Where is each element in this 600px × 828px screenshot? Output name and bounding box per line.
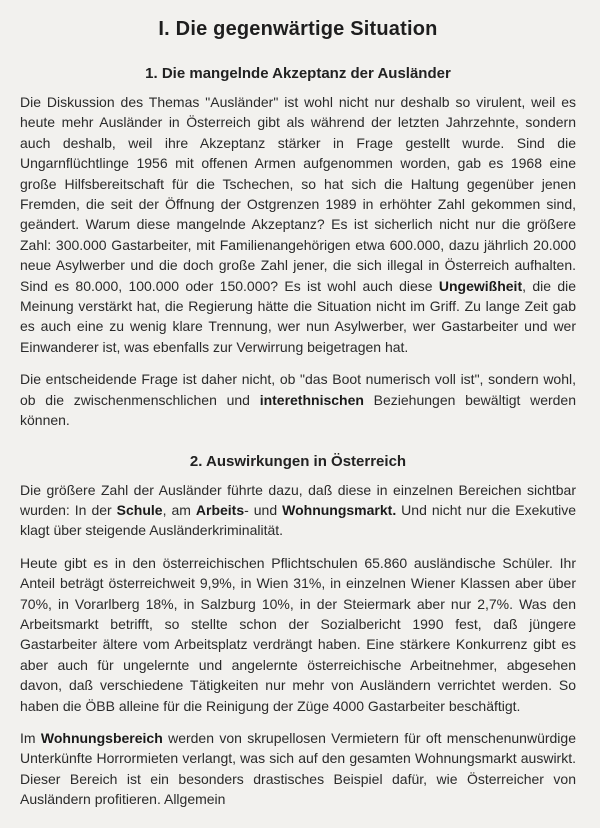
paragraph-key-question xyxy=(20,369,576,430)
emphasis-wohnungsmarkt: Wohnungsmarkt. xyxy=(282,501,397,518)
emphasis-arbeits: Arbeits xyxy=(195,501,245,518)
paragraph-text: - und xyxy=(244,501,283,518)
emphasis-ungewissheit: Ungewißheit xyxy=(438,277,523,294)
paragraph-text: Die Diskussion des Themas "Ausländer" ist wohl nicht nur deshalb so virulent, weil es heute mehr Ausländer in Österreich gibt als während der letzten Jahrzehnte, sondern auch deshalb, weil ihre Akzeptanz stärker in Frage gestellt wurde. Sind die Ungarnflüchtlinge 1956 mit offenen Armen aufgenommen worden, gab es 1968 eine große Hilfsbereitschaft für die Tschechen, so hat sich die Haltung gegenüber jenen Fremden, die seit der Öffnung der Ostgrenzen 1989 in erhöhter Zahl gekommen sind, geändert. Warum diese mangelnde Akzeptanz? Es ist sicherlich nicht nur die größere Zahl: 300.000 Gastarbeiter, mit Familienangehörigen etwa 600.000, dazu jährlich 20.000 neue Asylwerber und die doch große Zahl jener, die sich illegal in Österreich aufhalten. Sind es 80.000, 100.000 oder 150.000? Es ist wohl auch diese xyxy=(20,94,576,294)
paragraph-text: Im xyxy=(20,729,41,746)
section-heading-effects: 2. Auswirkungen in Österreich xyxy=(189,452,407,470)
paragraph-housing xyxy=(20,728,576,810)
paragraph-text: , am xyxy=(162,501,196,518)
paragraph-schools-labour xyxy=(20,553,576,716)
paragraph-discussion xyxy=(20,92,576,357)
paragraph-text: Beziehungen bewältigt werden können. xyxy=(20,391,577,429)
paragraph-text: Und nicht nur die Exekutive klagt über steigende Ausländerkriminalität. xyxy=(20,501,576,539)
emphasis-interethnischen: interethnischen xyxy=(259,391,364,408)
emphasis-wohnungsbereich: Wohnungsbereich xyxy=(40,729,163,746)
section-heading-acceptance: 1. Die mangelnde Akzeptanz der Ausländer xyxy=(145,65,451,82)
emphasis-schule: Schule xyxy=(116,501,163,518)
paragraph-visibility xyxy=(20,480,576,541)
paragraph-text: werden von skrupellosen Vermietern für oft menschenunwürdige Unterkünfte Horrormieten verlangt, was sich auf den gesamten Wohnungsmarkt auswirkt. Dieser Bereich ist ein besonders drastisches Beispiel dafür, wie Österreicher von Ausländern profitieren. Allgemein xyxy=(20,729,576,808)
paragraph-text: Die entscheidende Frage ist daher nicht, ob "das Boot numerisch voll ist", sondern wohl, ob die zwischenmenschlichen und xyxy=(20,371,576,408)
paragraph-text: , die die Meinung verstärkt hat, die Regierung hätte die Situation nicht im Griff. Zu lange Zeit gab es auch eine zu wenig klare Trennung, wer nun Asylwerber, wer Gastarbeiter und wer Einwanderer ist, was ebenfalls zur Verwirrung beigetragen hat. xyxy=(20,277,576,355)
paragraph-text: Die größere Zahl der Ausländer führte dazu, daß diese in einzelnen Bereichen sichtbar wurden: In der xyxy=(20,481,576,518)
paragraph-text: Heute gibt es in den österreichischen Pflichtschulen 65.860 ausländische Schüler. Ihr Anteil beträgt österreichweit 9,9%, in Wien 31%, in einzelnen Wiener Klassen aber über 70%, in Vorarlberg 18%, in Salzburg 10%, in der Steiermark aber nur 2,7%. Was den Arbeitsmarkt betrifft, so stellte schon der Sozialbericht 1990 fest, daß jüngere Gastarbeiter ältere vom Arbeitsplatz verdrängt haben. Eine stärkere Konkurrenz gibt es aber auch für ungelernte und angelernte österreichische Arbeitnehmer, abgesehen davon, daß verschiedene Tätigkeiten nur mehr von Ausländern verrichtet werden. So haben die ÖBB alleine für die Reinigung der Züge 4000 Gastarbeiter beschäftigt. xyxy=(20,554,576,714)
chapter-title: I. Die gegenwärtige Situation xyxy=(158,18,438,40)
